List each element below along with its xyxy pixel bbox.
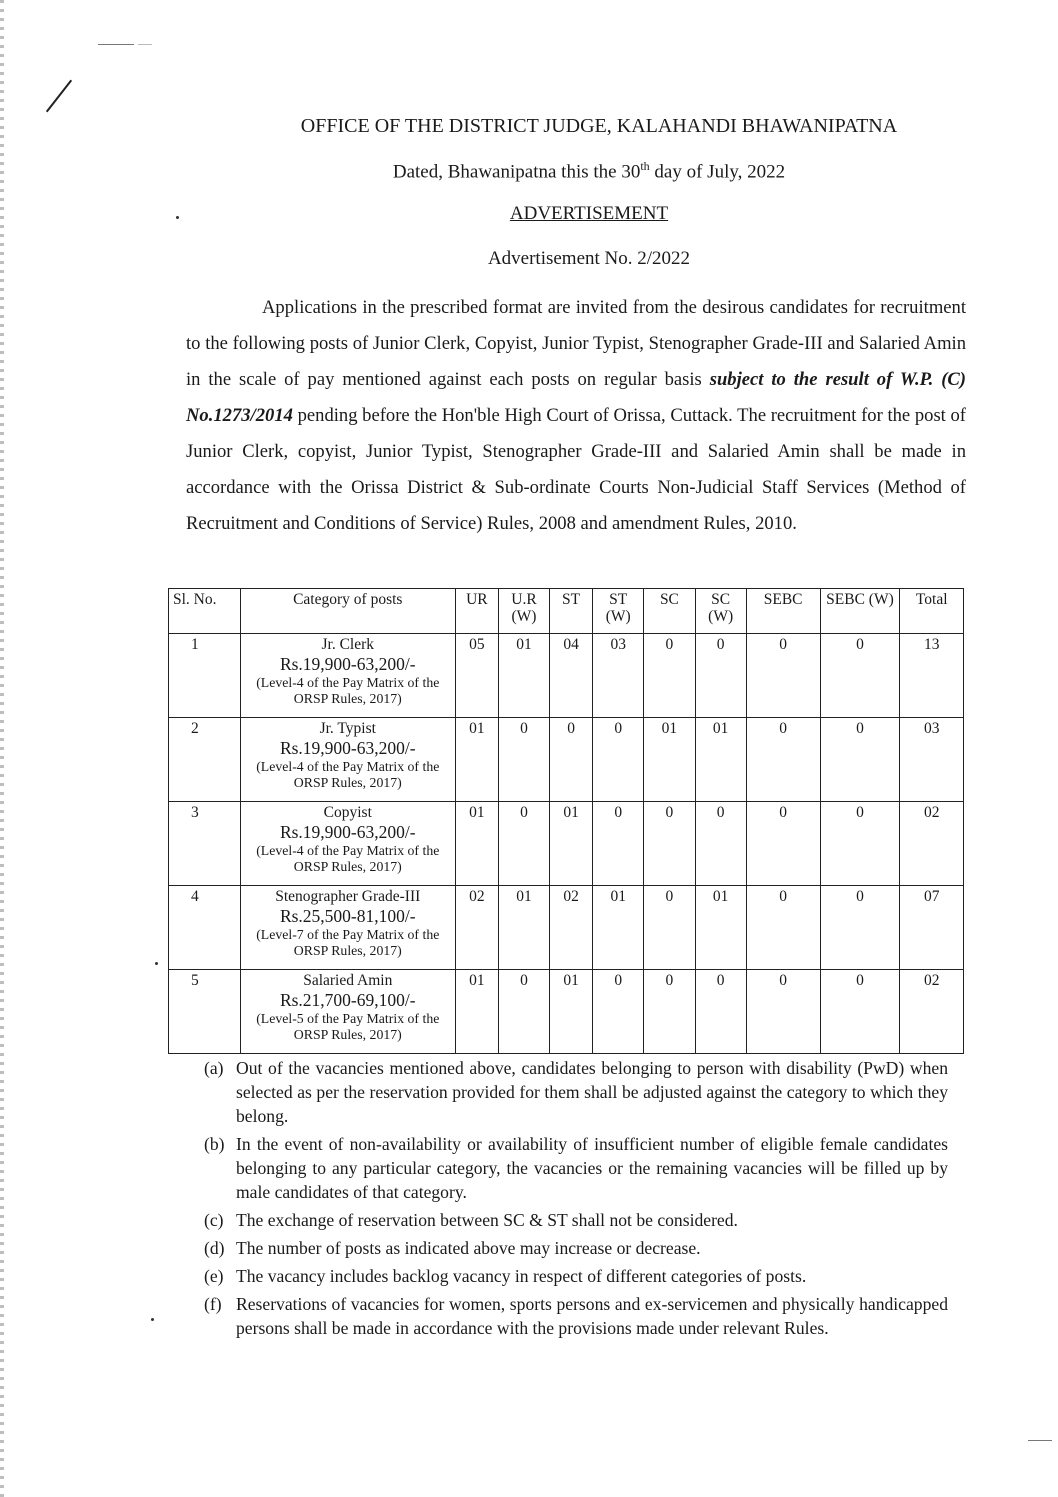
note-text: The exchange of reservation between SC & ST shall not be considered. — [236, 1210, 738, 1230]
col-header: SC (W) — [695, 589, 746, 634]
col-header: Sl. No. — [169, 589, 241, 634]
post-cell — [240, 718, 455, 802]
pay-level-note: (Level-4 of the Pay Matrix of the ORSP Rules, 2017) — [256, 759, 440, 790]
table-row — [169, 802, 964, 886]
value-cell: 01 — [593, 886, 644, 970]
note-item — [204, 1132, 948, 1204]
value-cell: 0 — [593, 802, 644, 886]
post-cell — [240, 634, 455, 718]
pay-scale: Rs.19,900-63,200/- — [279, 822, 416, 842]
value-cell: 01 — [498, 886, 549, 970]
pay-level-note: (Level-5 of the Pay Matrix of the ORSP Rules, 2017) — [256, 1011, 440, 1042]
total-cell: 13 — [900, 634, 964, 718]
pay-scale: Rs.21,700-69,100/- — [279, 990, 416, 1010]
serial-cell: 3 — [169, 802, 241, 886]
value-cell: 01 — [644, 718, 695, 802]
total-cell: 03 — [900, 718, 964, 802]
note-item — [204, 1264, 948, 1288]
col-header: SEBC (W) — [820, 589, 900, 634]
value-cell: 0 — [820, 886, 900, 970]
table-header-row — [169, 589, 964, 634]
note-item — [204, 1208, 948, 1232]
intro-part2: pending before the Hon'ble High Court of Orissa, Cuttack. The recruitment for the post of Junior Clerk, copyist, Junior Typist, Stenographer Grade-III and Salaried Amin shall be made in accordance with the Orissa District & Sub-ordinate Courts Non-Judicial Staff Services (Method of Recruitment and Conditions of Service) Rules, 2008 and amendment Rules, 2010. — [186, 405, 966, 534]
value-cell: 04 — [550, 634, 593, 718]
serial-cell: 2 — [169, 718, 241, 802]
pen-mark — [46, 80, 72, 113]
value-cell: 0 — [498, 802, 549, 886]
value-cell: 0 — [695, 802, 746, 886]
value-cell: 0 — [820, 970, 900, 1054]
pay-scale: Rs.19,900-63,200/- — [279, 738, 416, 758]
value-cell: 01 — [695, 886, 746, 970]
post-cell — [240, 970, 455, 1054]
value-cell: 01 — [550, 970, 593, 1054]
col-header: ST (W) — [593, 589, 644, 634]
value-cell: 01 — [455, 802, 498, 886]
note-label: (e) — [204, 1266, 224, 1286]
post-cell — [240, 802, 455, 886]
note-label: (f) — [204, 1294, 222, 1314]
post-name: Jr. Typist — [319, 720, 376, 737]
intro-part1: Applications in the prescribed format are invited from the desirous candidates for recruitment to the following posts of Junior Clerk, Copyist, Junior Typist, Stenographer Grade-III and Salaried Amin in the scale of pay mentioned against each posts on regular basis — [186, 297, 966, 390]
intro-emphasis: subject to the result of W.P. (C) No.1273/2014 — [186, 369, 967, 426]
value-cell: 0 — [644, 802, 695, 886]
value-cell: 0 — [593, 970, 644, 1054]
value-cell: 01 — [550, 802, 593, 886]
post-name: Copyist — [323, 804, 372, 821]
note-label: (d) — [204, 1238, 225, 1258]
value-cell: 0 — [820, 802, 900, 886]
value-cell: 02 — [550, 886, 593, 970]
note-item — [204, 1292, 948, 1340]
pay-level-note: (Level-7 of the Pay Matrix of the ORSP Rules, 2017) — [256, 927, 440, 958]
note-text: Reservations of vacancies for women, sports persons and ex-servicemen and physically handicapped persons shall be made in accordance with the provisions made under relevant Rules. — [236, 1294, 948, 1338]
value-cell: 0 — [746, 634, 820, 718]
total-cell: 02 — [900, 802, 964, 886]
col-header: Category of posts — [240, 589, 455, 634]
value-cell: 0 — [644, 970, 695, 1054]
value-cell: 0 — [593, 718, 644, 802]
note-label: (c) — [204, 1210, 224, 1230]
serial-cell: 1 — [169, 634, 241, 718]
col-header: Total — [900, 589, 964, 634]
date-prefix: Dated, Bhawanipatna this the 30 — [392, 161, 641, 183]
serial-cell: 5 — [169, 970, 241, 1054]
value-cell: 0 — [498, 970, 549, 1054]
post-name: Stenographer Grade-III — [275, 888, 421, 905]
value-cell: 01 — [498, 634, 549, 718]
table-row — [169, 718, 964, 802]
value-cell: 0 — [550, 718, 593, 802]
total-cell: 02 — [900, 970, 964, 1054]
pay-scale: Rs.25,500-81,100/- — [279, 906, 416, 926]
table-row — [169, 886, 964, 970]
value-cell: 01 — [455, 970, 498, 1054]
date-line — [0, 159, 1058, 183]
post-name: Salaried Amin — [303, 972, 393, 989]
pay-level-note: (Level-4 of the Pay Matrix of the ORSP Rules, 2017) — [256, 843, 440, 874]
scan-mark — [98, 44, 134, 45]
value-cell: 01 — [695, 718, 746, 802]
table-row — [169, 970, 964, 1054]
col-header: SEBC — [746, 589, 820, 634]
value-cell: 0 — [820, 718, 900, 802]
col-header: UR — [455, 589, 498, 634]
scan-dot — [155, 962, 158, 965]
date-suffix: day of July, 2022 — [649, 161, 786, 183]
value-cell: 0 — [644, 634, 695, 718]
value-cell: 0 — [498, 718, 549, 802]
scan-dot — [151, 1318, 154, 1321]
office-title: OFFICE OF THE DISTRICT JUDGE, KALAHANDI BHAWANIPATNA — [300, 115, 898, 137]
post-name: Jr. Clerk — [321, 636, 375, 653]
col-header: SC — [644, 589, 695, 634]
scan-mark — [138, 44, 152, 45]
notes-list — [204, 1056, 948, 1344]
note-text: The vacancy includes backlog vacancy in respect of different categories of posts. — [236, 1266, 807, 1286]
pay-level-note: (Level-4 of the Pay Matrix of the ORSP Rules, 2017) — [256, 675, 440, 706]
note-text: In the event of non-availability or availability of insufficient number of eligible female candidates belonging to any particular category, the vacancies or the remaining vacancies will be filled up by male candidates of that category. — [236, 1134, 948, 1202]
col-header: U.R (W) — [498, 589, 549, 634]
value-cell: 0 — [644, 886, 695, 970]
intro-paragraph — [186, 290, 966, 542]
value-cell: 0 — [695, 970, 746, 1054]
value-cell: 0 — [746, 886, 820, 970]
note-item — [204, 1236, 948, 1260]
note-label: (b) — [204, 1134, 225, 1154]
date-superscript: th — [640, 159, 650, 173]
advertisement-number: Advertisement No. 2/2022 — [487, 248, 691, 269]
note-label: (a) — [204, 1058, 224, 1078]
table-row — [169, 634, 964, 718]
value-cell: 01 — [455, 718, 498, 802]
note-item — [204, 1056, 948, 1128]
total-cell: 07 — [900, 886, 964, 970]
col-header: ST — [550, 589, 593, 634]
pay-scale: Rs.19,900-63,200/- — [279, 654, 416, 674]
vacancy-table — [168, 588, 964, 1054]
note-text: The number of posts as indicated above may increase or decrease. — [236, 1238, 701, 1258]
value-cell: 0 — [746, 970, 820, 1054]
advertisement-heading: ADVERTISEMENT — [509, 203, 669, 224]
value-cell: 0 — [746, 802, 820, 886]
serial-cell: 4 — [169, 886, 241, 970]
value-cell: 05 — [455, 634, 498, 718]
post-cell — [240, 886, 455, 970]
scan-mark — [1028, 1440, 1052, 1441]
note-text: Out of the vacancies mentioned above, candidates belonging to person with disability (PwD) when selected as per the reservation provided for them shall be adjusted against the category to which they belong. — [236, 1058, 948, 1126]
value-cell: 03 — [593, 634, 644, 718]
value-cell: 02 — [455, 886, 498, 970]
value-cell: 0 — [820, 634, 900, 718]
value-cell: 0 — [746, 718, 820, 802]
value-cell: 0 — [695, 634, 746, 718]
